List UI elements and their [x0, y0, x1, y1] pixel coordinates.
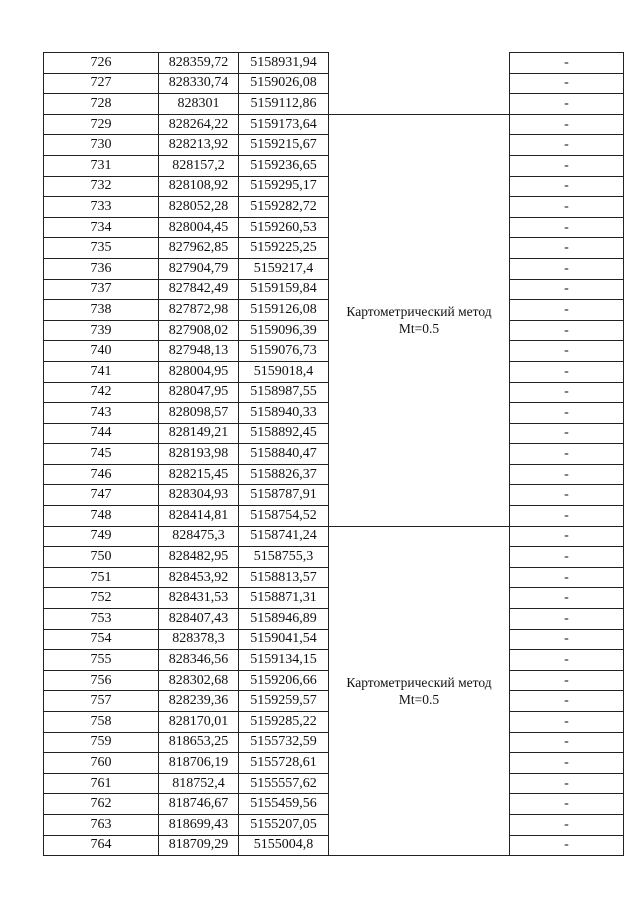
accuracy-cell: - — [510, 382, 624, 403]
y-coordinate-cell: 5158755,3 — [239, 547, 329, 568]
point-number-cell: 748 — [44, 506, 159, 527]
x-coordinate-cell: 818709,29 — [159, 835, 239, 856]
y-coordinate-cell: 5159096,39 — [239, 320, 329, 341]
accuracy-cell: - — [510, 547, 624, 568]
point-number-cell: 737 — [44, 279, 159, 300]
y-coordinate-cell: 5159173,64 — [239, 114, 329, 135]
accuracy-cell: - — [510, 650, 624, 671]
y-coordinate-cell: 5159236,65 — [239, 155, 329, 176]
y-coordinate-cell: 5159112,86 — [239, 94, 329, 115]
accuracy-cell: - — [510, 217, 624, 238]
y-coordinate-cell: 5155459,56 — [239, 794, 329, 815]
point-number-cell: 736 — [44, 258, 159, 279]
accuracy-cell: - — [510, 691, 624, 712]
y-coordinate-cell: 5155207,05 — [239, 814, 329, 835]
point-number-cell: 746 — [44, 464, 159, 485]
accuracy-cell: - — [510, 670, 624, 691]
x-coordinate-cell: 828193,98 — [159, 444, 239, 465]
x-coordinate-cell: 828170,01 — [159, 712, 239, 733]
accuracy-cell: - — [510, 444, 624, 465]
x-coordinate-cell: 828407,43 — [159, 609, 239, 630]
y-coordinate-cell: 5159282,72 — [239, 197, 329, 218]
y-coordinate-cell: 5155557,62 — [239, 773, 329, 794]
point-number-cell: 734 — [44, 217, 159, 238]
method-name: Картометрический метод — [346, 304, 492, 320]
y-coordinate-cell: 5158871,31 — [239, 588, 329, 609]
x-coordinate-cell: 818699,43 — [159, 814, 239, 835]
point-number-cell: 727 — [44, 73, 159, 94]
method-name: Картометрический метод — [346, 674, 492, 690]
x-coordinate-cell: 828330,74 — [159, 73, 239, 94]
y-coordinate-cell: 5155732,59 — [239, 732, 329, 753]
y-coordinate-cell: 5158813,57 — [239, 567, 329, 588]
x-coordinate-cell: 828098,57 — [159, 403, 239, 424]
point-number-cell: 752 — [44, 588, 159, 609]
y-coordinate-cell: 5158931,94 — [239, 53, 329, 74]
point-number-cell: 757 — [44, 691, 159, 712]
x-coordinate-cell: 818653,25 — [159, 732, 239, 753]
x-coordinate-cell: 828157,2 — [159, 155, 239, 176]
point-number-cell: 740 — [44, 341, 159, 362]
y-coordinate-cell: 5158741,24 — [239, 526, 329, 547]
x-coordinate-cell: 828346,56 — [159, 650, 239, 671]
point-number-cell: 744 — [44, 423, 159, 444]
x-coordinate-cell: 828378,3 — [159, 629, 239, 650]
point-number-cell: 733 — [44, 197, 159, 218]
point-number-cell: 755 — [44, 650, 159, 671]
y-coordinate-cell: 5159018,4 — [239, 361, 329, 382]
x-coordinate-cell: 828475,3 — [159, 526, 239, 547]
point-number-cell: 764 — [44, 835, 159, 856]
point-number-cell: 742 — [44, 382, 159, 403]
accuracy-cell: - — [510, 238, 624, 259]
point-number-cell: 759 — [44, 732, 159, 753]
accuracy-cell: - — [510, 361, 624, 382]
x-coordinate-cell: 828108,92 — [159, 176, 239, 197]
accuracy-cell: - — [510, 753, 624, 774]
accuracy-cell: - — [510, 155, 624, 176]
y-coordinate-cell: 5159041,54 — [239, 629, 329, 650]
method-accuracy: Mt=0.5 — [398, 321, 440, 337]
accuracy-cell: - — [510, 588, 624, 609]
x-coordinate-cell: 827842,49 — [159, 279, 239, 300]
accuracy-cell: - — [510, 94, 624, 115]
point-number-cell: 753 — [44, 609, 159, 630]
x-coordinate-cell: 828431,53 — [159, 588, 239, 609]
point-number-cell: 756 — [44, 670, 159, 691]
point-number-cell: 728 — [44, 94, 159, 115]
point-number-cell: 749 — [44, 526, 159, 547]
point-number-cell: 758 — [44, 712, 159, 733]
x-coordinate-cell: 827962,85 — [159, 238, 239, 259]
y-coordinate-cell: 5159026,08 — [239, 73, 329, 94]
x-coordinate-cell: 828301 — [159, 94, 239, 115]
point-number-cell: 747 — [44, 485, 159, 506]
accuracy-cell: - — [510, 526, 624, 547]
accuracy-cell: - — [510, 629, 624, 650]
point-number-cell: 732 — [44, 176, 159, 197]
accuracy-cell: - — [510, 53, 624, 74]
point-number-cell: 760 — [44, 753, 159, 774]
point-number-cell: 750 — [44, 547, 159, 568]
y-coordinate-cell: 5158826,37 — [239, 464, 329, 485]
y-coordinate-cell: 5158892,45 — [239, 423, 329, 444]
y-coordinate-cell: 5155004,8 — [239, 835, 329, 856]
y-coordinate-cell: 5159260,53 — [239, 217, 329, 238]
accuracy-cell: - — [510, 485, 624, 506]
y-coordinate-cell: 5159285,22 — [239, 712, 329, 733]
x-coordinate-cell: 828213,92 — [159, 135, 239, 156]
accuracy-cell: - — [510, 773, 624, 794]
accuracy-cell: - — [510, 341, 624, 362]
x-coordinate-cell: 828004,45 — [159, 217, 239, 238]
point-number-cell: 743 — [44, 403, 159, 424]
accuracy-cell: - — [510, 506, 624, 527]
x-coordinate-cell: 828453,92 — [159, 567, 239, 588]
y-coordinate-cell: 5158946,89 — [239, 609, 329, 630]
point-number-cell: 761 — [44, 773, 159, 794]
x-coordinate-cell: 828414,81 — [159, 506, 239, 527]
table-row — [44, 53, 624, 74]
accuracy-cell: - — [510, 732, 624, 753]
table-row — [44, 114, 624, 135]
x-coordinate-cell: 818752,4 — [159, 773, 239, 794]
coordinates-table-body — [44, 53, 624, 856]
method-cell — [329, 526, 510, 856]
accuracy-cell: - — [510, 403, 624, 424]
accuracy-cell: - — [510, 814, 624, 835]
point-number-cell: 763 — [44, 814, 159, 835]
accuracy-cell: - — [510, 197, 624, 218]
accuracy-cell: - — [510, 279, 624, 300]
method-cell — [329, 114, 510, 526]
y-coordinate-cell: 5155728,61 — [239, 753, 329, 774]
method-accuracy: Mt=0.5 — [398, 691, 440, 707]
point-number-cell: 751 — [44, 567, 159, 588]
y-coordinate-cell: 5158987,55 — [239, 382, 329, 403]
accuracy-cell: - — [510, 135, 624, 156]
y-coordinate-cell: 5158787,91 — [239, 485, 329, 506]
y-coordinate-cell: 5159206,66 — [239, 670, 329, 691]
y-coordinate-cell: 5159215,67 — [239, 135, 329, 156]
y-coordinate-cell: 5159126,08 — [239, 300, 329, 321]
x-coordinate-cell: 818746,67 — [159, 794, 239, 815]
point-number-cell: 731 — [44, 155, 159, 176]
x-coordinate-cell: 827872,98 — [159, 300, 239, 321]
x-coordinate-cell: 827908,02 — [159, 320, 239, 341]
y-coordinate-cell: 5158840,47 — [239, 444, 329, 465]
y-coordinate-cell: 5159225,25 — [239, 238, 329, 259]
accuracy-cell: - — [510, 300, 624, 321]
accuracy-cell: - — [510, 73, 624, 94]
accuracy-cell: - — [510, 114, 624, 135]
accuracy-cell: - — [510, 794, 624, 815]
x-coordinate-cell: 827904,79 — [159, 258, 239, 279]
x-coordinate-cell: 828482,95 — [159, 547, 239, 568]
point-number-cell: 762 — [44, 794, 159, 815]
x-coordinate-cell: 828302,68 — [159, 670, 239, 691]
y-coordinate-cell: 5159259,57 — [239, 691, 329, 712]
point-number-cell: 739 — [44, 320, 159, 341]
accuracy-cell: - — [510, 176, 624, 197]
point-number-cell: 735 — [44, 238, 159, 259]
accuracy-cell: - — [510, 609, 624, 630]
y-coordinate-cell: 5158754,52 — [239, 506, 329, 527]
point-number-cell: 726 — [44, 53, 159, 74]
accuracy-cell: - — [510, 712, 624, 733]
x-coordinate-cell: 828359,72 — [159, 53, 239, 74]
accuracy-cell: - — [510, 567, 624, 588]
x-coordinate-cell: 828215,45 — [159, 464, 239, 485]
x-coordinate-cell: 828052,28 — [159, 197, 239, 218]
x-coordinate-cell: 828149,21 — [159, 423, 239, 444]
x-coordinate-cell: 828304,93 — [159, 485, 239, 506]
x-coordinate-cell: 828004,95 — [159, 361, 239, 382]
accuracy-cell: - — [510, 320, 624, 341]
accuracy-cell: - — [510, 258, 624, 279]
accuracy-cell: - — [510, 464, 624, 485]
point-number-cell: 741 — [44, 361, 159, 382]
x-coordinate-cell: 828264,22 — [159, 114, 239, 135]
table-row — [44, 526, 624, 547]
x-coordinate-cell: 818706,19 — [159, 753, 239, 774]
point-number-cell: 754 — [44, 629, 159, 650]
y-coordinate-cell: 5159159,84 — [239, 279, 329, 300]
y-coordinate-cell: 5159217,4 — [239, 258, 329, 279]
coordinates-table — [43, 52, 624, 856]
accuracy-cell: - — [510, 835, 624, 856]
y-coordinate-cell: 5159295,17 — [239, 176, 329, 197]
x-coordinate-cell: 828047,95 — [159, 382, 239, 403]
method-cell — [329, 53, 510, 115]
x-coordinate-cell: 828239,36 — [159, 691, 239, 712]
y-coordinate-cell: 5159076,73 — [239, 341, 329, 362]
point-number-cell: 745 — [44, 444, 159, 465]
point-number-cell: 730 — [44, 135, 159, 156]
y-coordinate-cell: 5158940,33 — [239, 403, 329, 424]
accuracy-cell: - — [510, 423, 624, 444]
point-number-cell: 729 — [44, 114, 159, 135]
x-coordinate-cell: 827948,13 — [159, 341, 239, 362]
y-coordinate-cell: 5159134,15 — [239, 650, 329, 671]
point-number-cell: 738 — [44, 300, 159, 321]
